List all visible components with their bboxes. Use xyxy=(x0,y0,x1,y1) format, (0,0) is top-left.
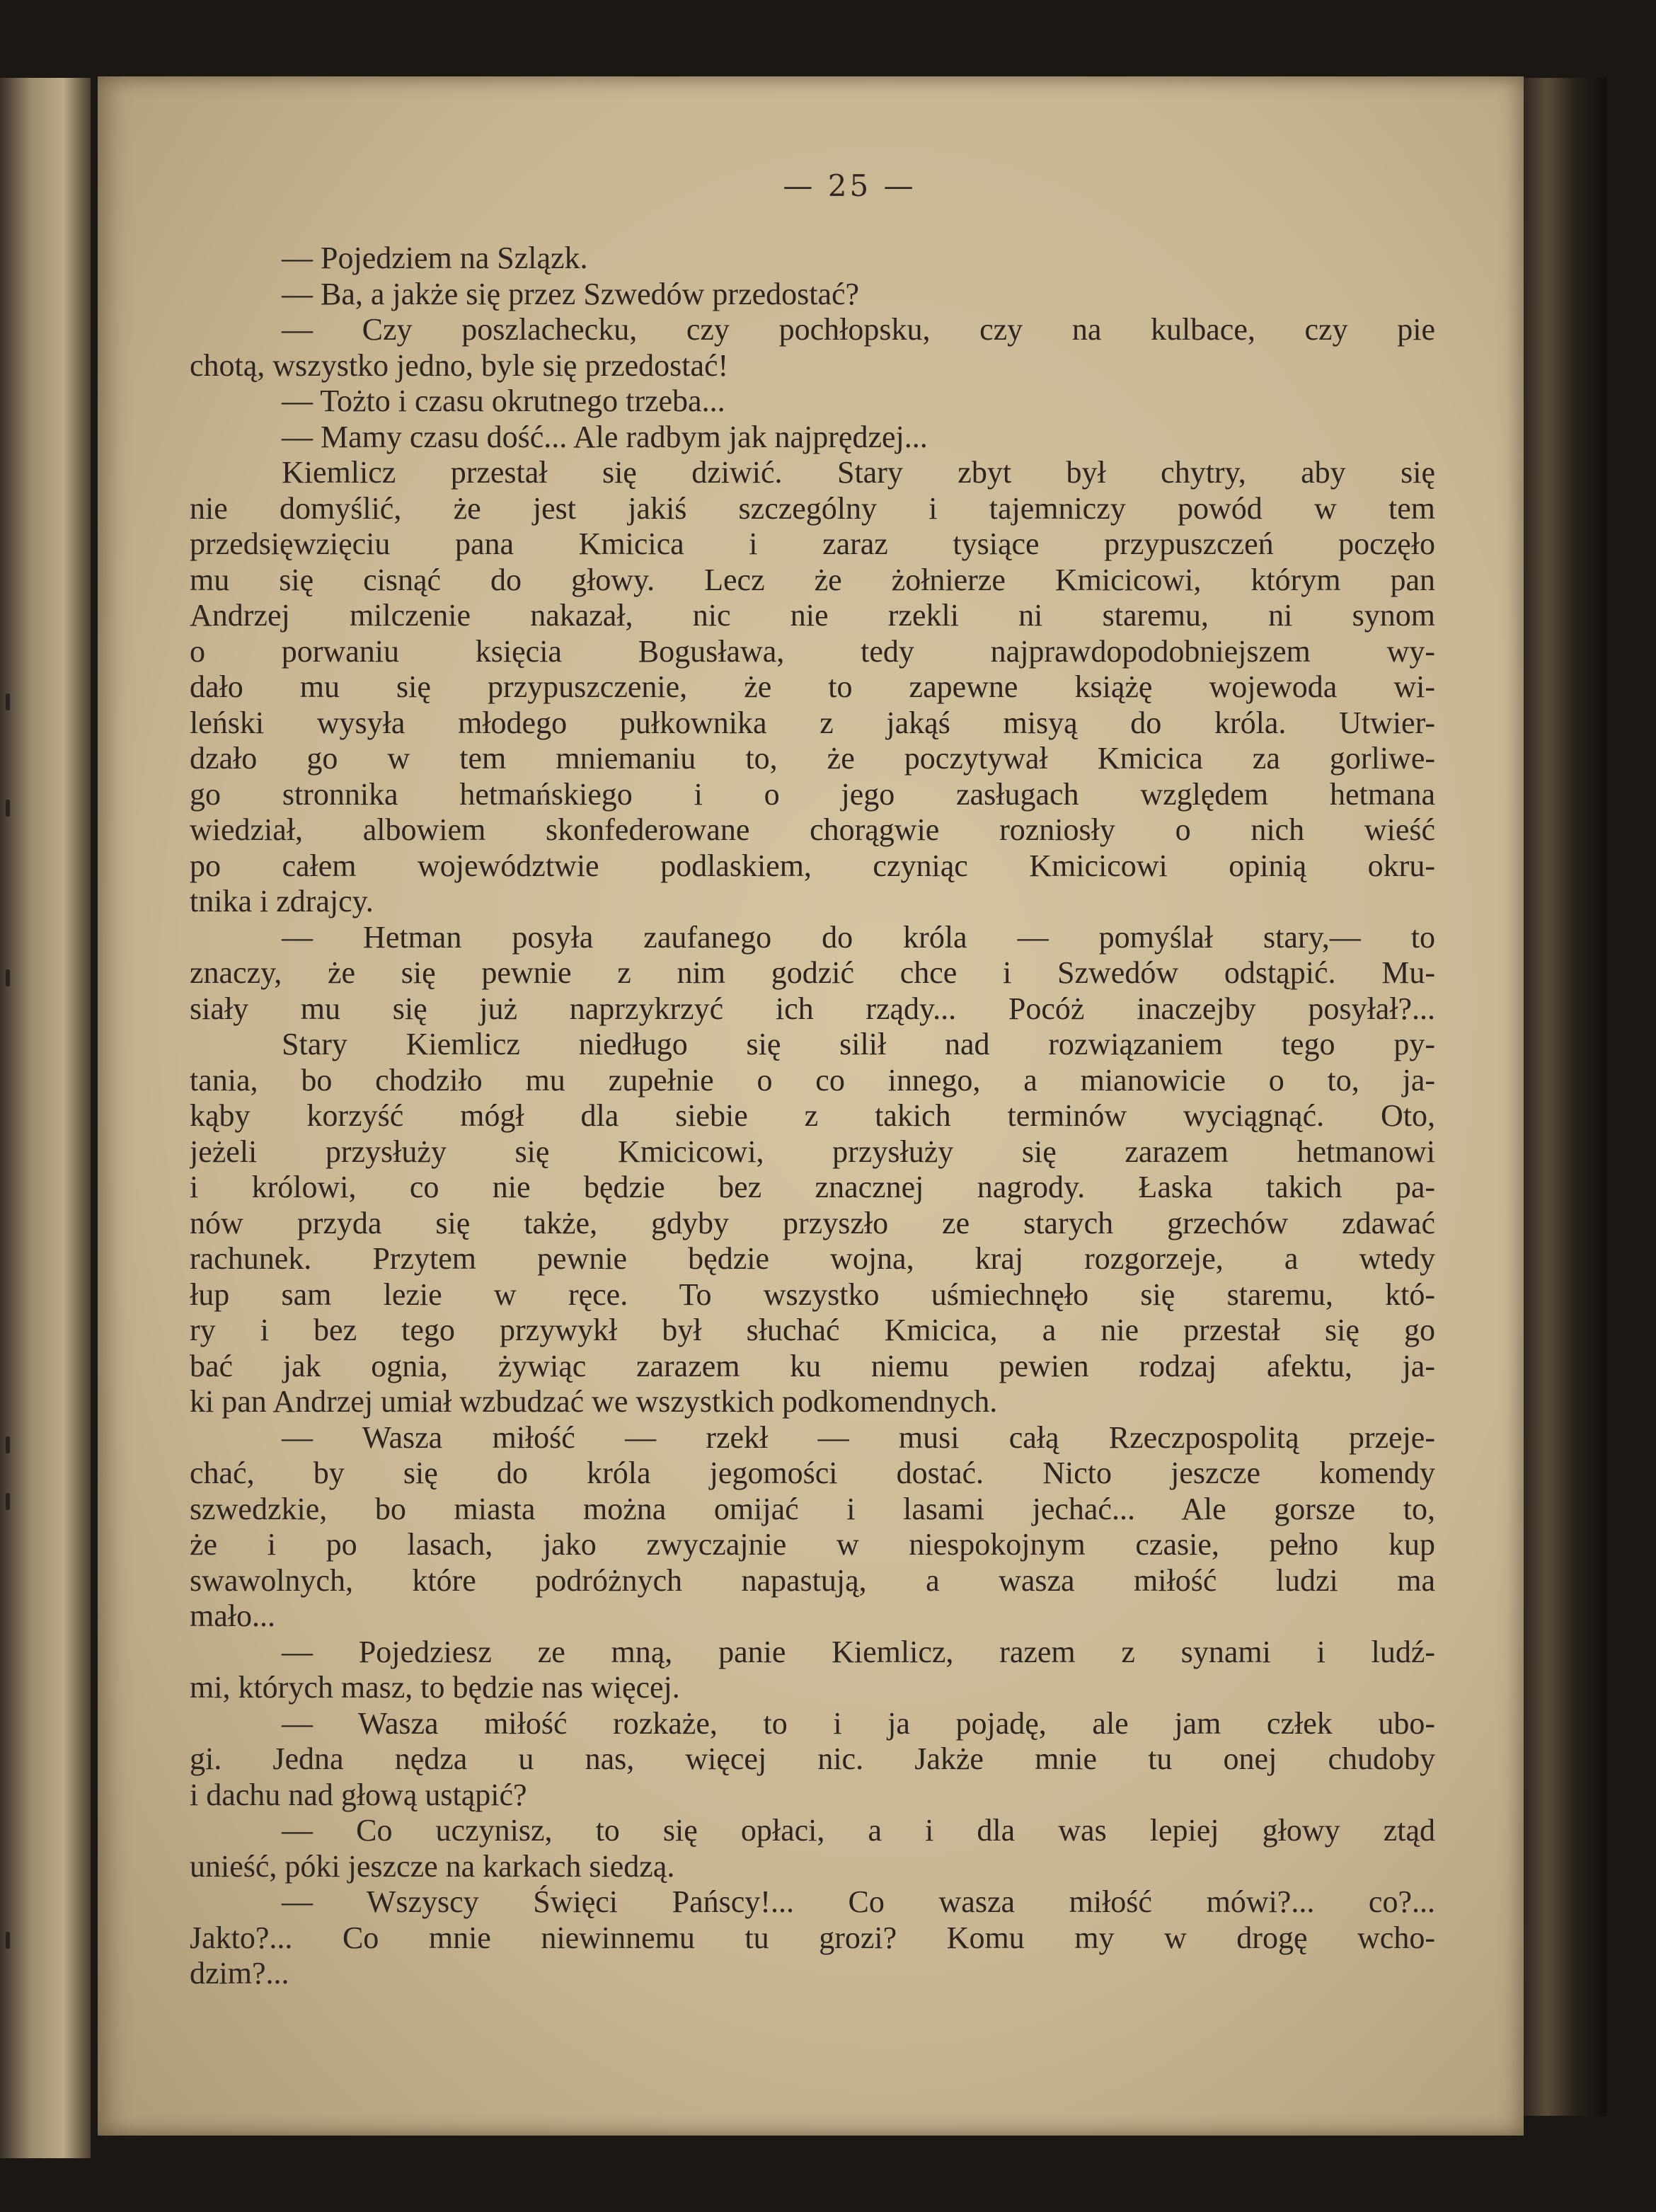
text-line: dzało go w tem mniemaniu to, że poczytywał Kmicica za gorliwe- xyxy=(190,741,1435,776)
text-line: chotą, wszystko jedno, byle się przedostać! xyxy=(190,347,729,383)
text-line: dało mu się przypuszczenie, że to zapewne książę wojewoda wi- xyxy=(190,669,1435,704)
text-line: ki pan Andrzej umiał wzbudzać we wszystkich podkomendnych. xyxy=(190,1384,998,1419)
text-line: swawolnych, które podróżnych napastują, a wasza miłość ludzi ma xyxy=(190,1562,1435,1598)
left-page-marks xyxy=(0,78,28,2158)
text-line: — Wasza miłość — rzekł — musi całą Rzeczpospolitą przeje- xyxy=(282,1419,1435,1455)
text-line: — Pojedziem na Szlązk. xyxy=(282,241,588,275)
text-line: tnika i zdrajcy. xyxy=(190,884,374,918)
text-line: i dachu nad głową ustąpić? xyxy=(190,1777,527,1812)
text-line: szwedzkie, bo miasta można omijać i lasami jechać... Ale gorsze to, xyxy=(190,1491,1435,1526)
text-line: o porwaniu księcia Bogusława, tedy najprawdopodobniejszem wy- xyxy=(190,633,1435,669)
text-line: jeżeli przysłuży się Kmicicowi, przysłuży się zarazem hetmanowi xyxy=(190,1134,1435,1169)
text-line: nie domyślić, że jest jakiś szczególny i tajemniczy powód w tem xyxy=(190,490,1435,526)
text-line: — Wasza miłość rozkaże, to i ja pojadę, ale jam człek ubo- xyxy=(282,1705,1435,1741)
text-line: — Hetman posyła zaufanego do króla — pomyślał stary,— to xyxy=(282,919,1435,955)
text-line: ry i bez tego przywykł był słuchać Kmicica, a nie przestał się go xyxy=(190,1313,1435,1347)
book-page xyxy=(98,76,1524,2136)
text-line: Jakto?... Co mnie niewinnemu tu grozi? Komu my w drogę wcho- xyxy=(190,1920,1435,1955)
text-line: że i po lasach, jako zwyczajnie w niespokojnym czasie, pełno kup xyxy=(190,1527,1435,1562)
text-line: — Mamy czasu dość... Ale radbym jak najprędzej... xyxy=(282,419,928,454)
text-line: unieść, póki jeszcze na karkach siedzą. xyxy=(190,1848,675,1884)
text-line: dzim?... xyxy=(190,1956,289,1991)
text-line: — Co uczynisz, to się opłaci, a i dla was lepiej głowy ztąd xyxy=(282,1813,1435,1848)
text-line: — Pojedziesz ze mną, panie Kiemlicz, razem z synami i ludź- xyxy=(282,1634,1435,1669)
text-line: Stary Kiemlicz niedługo się silił nad rozwiązaniem tego py- xyxy=(282,1027,1435,1061)
text-line: po całem województwie podlaskiem, czyniąc Kmicicowi opinią okru- xyxy=(190,848,1435,883)
text-line: znaczy, że się pewnie z nim godzić chce i Szwedów odstąpić. Mu- xyxy=(190,955,1435,990)
text-line: mi, których masz, to będzie nas więcej. xyxy=(190,1670,680,1705)
text-line: rachunek. Przytem pewnie będzie wojna, kraj rozgorzeje, a wtedy xyxy=(190,1241,1435,1276)
page-number: — 25 — xyxy=(783,168,916,203)
text-line: mu się cisnąć do głowy. Lecz że żołnierze Kmicicowi, którym pan xyxy=(190,562,1435,597)
text-line: przedsięwzięciu pana Kmicica i zaraz tysiące przypuszczeń poczęło xyxy=(190,526,1435,561)
text-line: go stronnika hetmańskiego i o jego zasługach względem hetmana xyxy=(190,776,1435,812)
page-text xyxy=(190,241,1435,1992)
text-line: i królowi, co nie będzie bez znacznej nagrody. Łaska takich pa- xyxy=(190,1170,1435,1204)
text-line: kąby korzyść mógł dla siebie z takich terminów wyciągnąć. Oto, xyxy=(190,1098,1435,1133)
book-spine xyxy=(1522,78,1606,2116)
text-line: gi. Jedna nędza u nas, więcej nic. Jakże mnie tu onej chudoby xyxy=(190,1741,1435,1776)
text-line: — Tożto i czasu okrutnego trzeba... xyxy=(282,384,725,418)
text-line: — Ba, a jakże się przez Szwedów przedostać? xyxy=(282,276,860,311)
text-line: nów przyda się także, gdyby przyszło ze starych grzechów zdawać xyxy=(190,1205,1435,1240)
text-line: tania, bo chodziło mu zupełnie o co innego, a mianowicie o to, ja- xyxy=(190,1062,1435,1098)
text-line: bać jak ognia, żywiąc zarazem ku niemu pewien rodzaj afektu, ja- xyxy=(190,1348,1435,1383)
text-line: leński wysyła młodego pułkownika z jakąś misyą do króla. Utwier- xyxy=(190,705,1435,740)
text-line: wiedział, albowiem skonfederowane chorągwie rozniosły o nich wieść xyxy=(190,812,1435,847)
text-line: — Czy poszlachecku, czy pochłopsku, czy na kulbace, czy pie xyxy=(282,312,1435,347)
text-line: chać, by się do króla jegomości dostać. Nicto jeszcze komendy xyxy=(190,1456,1435,1490)
text-line: mało... xyxy=(190,1598,275,1633)
text-line: Andrzej milczenie nakazał, nic nie rzekli ni staremu, ni synom xyxy=(190,598,1435,633)
text-line: — Wszyscy Święci Pańscy!... Co wasza miłość mówi?... co?... xyxy=(282,1884,1435,1919)
text-line: siały mu się już naprzykrzyć ich rządy... Pocóż inaczejby posyłał?... xyxy=(190,991,1435,1026)
text-line: łup sam lezie w ręce. To wszystko uśmiechnęło się staremu, któ- xyxy=(190,1277,1435,1312)
text-line: Kiemlicz przestał się dziwić. Stary zbyt był chytry, aby się xyxy=(282,455,1435,490)
